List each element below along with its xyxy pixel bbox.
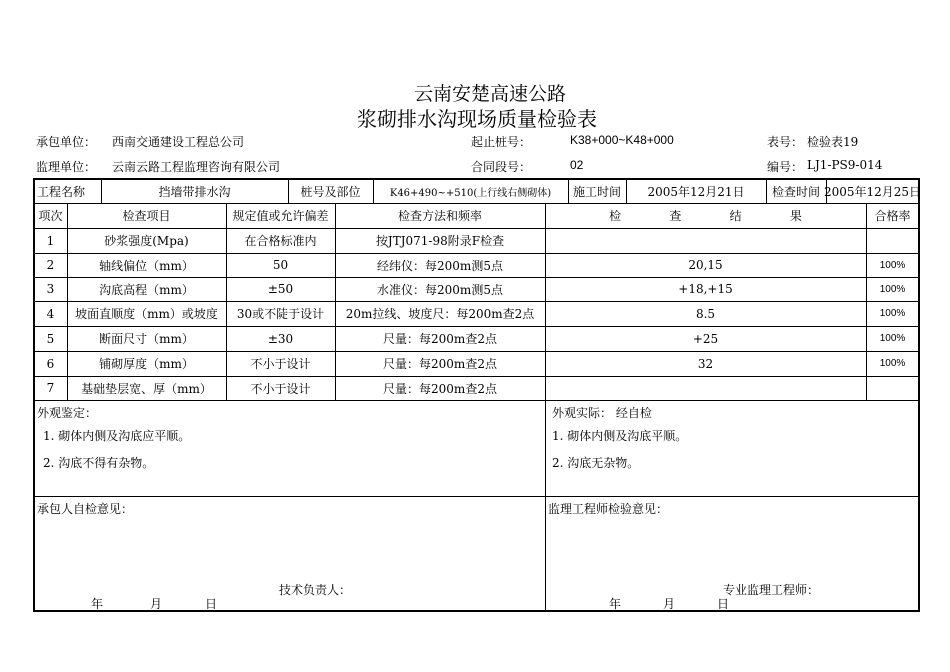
row-result: 20,15 (688, 258, 723, 272)
row-method: 尺量：每200m查2点 (383, 381, 497, 396)
result-header-char: 结 (729, 209, 742, 223)
col-header-result (545, 203, 866, 228)
form-value: 检验表19 (807, 135, 859, 149)
inspect-value: 2005年12月25日 (823, 184, 922, 199)
appearance-left-label: 外观鉴定： (37, 406, 98, 420)
code-label: 编号： (767, 160, 804, 174)
row-method: 经纬仪：每200m测5点 (377, 258, 503, 273)
row-result: 8.5 (695, 306, 716, 321)
row-no: 2 (46, 258, 55, 272)
row-rate: 100% (879, 333, 906, 344)
row-item: 断面尺寸（mm） (99, 332, 194, 346)
col-header-item: 检查项目 (122, 209, 171, 223)
col-header-method: 检查方法和频率 (397, 209, 482, 223)
row-rate (866, 376, 919, 400)
row-spec: 50 (272, 258, 289, 272)
project-value: 挡墙带排水沟 (158, 184, 231, 199)
contractor-year: 年 (91, 597, 104, 611)
contractor-opinion-label: 承包人自检意见： (37, 502, 134, 516)
supervisor-value: 云南云路工程监理咨询有限公司 (112, 160, 281, 174)
contractor-sign-label: 技术负责人： (279, 583, 352, 597)
row-item: 沟底高程（mm） (99, 282, 194, 297)
row-rate: 100% (879, 259, 906, 271)
row-item: 基础垫层宽、厚（mm） (81, 381, 212, 396)
row-item: 铺砌厚度（mm） (99, 357, 194, 371)
contract-value: 02 (570, 158, 584, 172)
row-item: 坡面直顺度（mm）或坡度 (75, 307, 218, 321)
row-result (545, 376, 866, 400)
row-no: 1 (46, 233, 55, 248)
project-label: 工程名称 (37, 184, 86, 199)
row-method: 水准仪：每200m测5点 (377, 282, 503, 297)
col-header-no: 项次 (38, 209, 63, 223)
row-spec: ±30 (267, 331, 294, 346)
row-no: 3 (46, 282, 55, 296)
supervisor-opinion-label: 监理工程师检验意见： (548, 502, 669, 516)
supervisor-day: 日 (717, 597, 730, 611)
construct-value: 2005年12月21日 (647, 184, 745, 199)
appearance-right-label: 外观实际： 经自检 (552, 406, 652, 420)
row-item: 砂浆强度(Mpa) (104, 234, 189, 248)
row-method: 尺量：每200m查2点 (383, 332, 497, 346)
contractor-day: 日 (205, 597, 218, 611)
row-rate: 100% (879, 308, 906, 319)
appearance-right-item: 2. 沟底无杂物。 (552, 456, 640, 470)
result-header-char: 检 (609, 209, 622, 223)
row-rate: 100% (879, 283, 906, 295)
supervisor-sign-label: 专业监理工程师： (723, 583, 820, 597)
appearance-left-item: 2. 沟底不得有杂物。 (43, 456, 155, 470)
result-header-char: 果 (789, 209, 802, 223)
row-divider (34, 496, 919, 497)
station-label: 起止桩号： (471, 135, 532, 149)
row-method: 尺量：每200m查2点 (383, 357, 497, 371)
row-method: 20m拉线、坡度尺：每200m查2点 (345, 307, 535, 321)
appearance-right-item: 1. 砌体内侧及沟底平顺。 (552, 429, 688, 443)
row-result: +18,+15 (678, 282, 733, 296)
contractor-label: 承包单位： (36, 135, 97, 149)
row-rate (866, 228, 919, 253)
contract-label: 合同段号： (471, 160, 532, 174)
row-spec: 不小于设计 (250, 381, 311, 396)
row-divider (34, 400, 919, 401)
row-item: 轴线偏位（mm） (99, 258, 194, 273)
appearance-left-item: 1. 砌体内侧及沟底应平顺。 (43, 429, 191, 443)
row-no: 5 (46, 331, 55, 346)
construct-label: 施工时间 (572, 184, 621, 199)
contractor-value: 西南交通建设工程总公司 (112, 135, 245, 149)
row-method: 按JTJ071-98附录F检查 (375, 234, 505, 248)
supervisor-year: 年 (609, 597, 622, 611)
row-result: 32 (697, 356, 714, 371)
row-result (545, 228, 866, 253)
col-header-spec: 规定值或允许偏差 (232, 209, 329, 223)
row-rate: 100% (879, 358, 906, 369)
location-label: 桩号及部位 (300, 184, 361, 199)
page-title: 浆砌排水沟现场质量检验表 (357, 107, 597, 131)
row-spec: 30或不陡于设计 (236, 307, 325, 321)
row-result: +25 (692, 331, 719, 346)
supervisor-label: 监理单位： (36, 160, 97, 174)
code-value: LJ1-PS9-014 (807, 158, 883, 172)
form-label: 表号： (767, 135, 804, 149)
row-spec: 在合格标准内 (244, 234, 317, 248)
station-value: K38+000~K48+000 (570, 133, 674, 147)
inspect-label: 检查时间 (771, 184, 820, 199)
contractor-month: 月 (150, 597, 163, 611)
result-header-char: 查 (669, 209, 682, 223)
title-line1: 云南安楚高速公路 (414, 83, 567, 105)
row-no: 7 (46, 381, 55, 395)
row-no: 6 (46, 356, 55, 371)
row-no: 4 (46, 306, 55, 321)
row-spec: 不小于设计 (250, 357, 311, 371)
col-header-rate: 合格率 (874, 209, 911, 223)
row-spec: ±50 (267, 282, 294, 296)
supervisor-month: 月 (663, 597, 676, 611)
location-value: K46+490~+510(上行线右侧砌体) (389, 187, 552, 199)
